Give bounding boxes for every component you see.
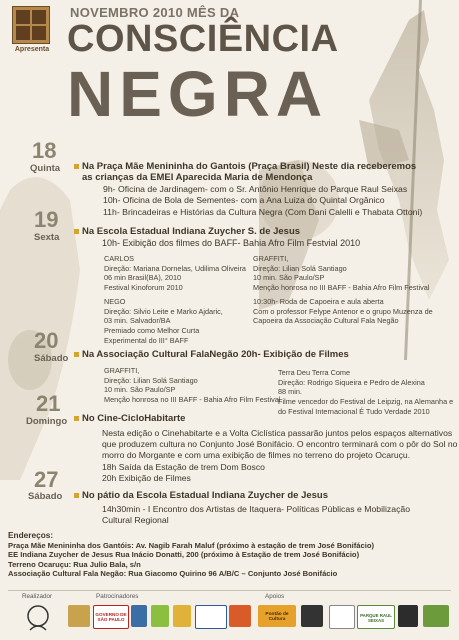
film-line: Premiado como Melhor Curta xyxy=(104,325,200,335)
sponsor-logo-1 xyxy=(68,605,90,627)
day-quinta: Quinta xyxy=(30,163,61,174)
sponsor-logo-5 xyxy=(173,605,191,627)
date-18: 18 xyxy=(32,138,57,163)
film-title: GRAFFITI, xyxy=(253,254,289,263)
address-line: Praça Mãe Menininha dos Gantóis: Av. Nagib Farah Maluf (próximo à estação de trem José Bonifácio) xyxy=(8,540,374,550)
film-line: 88 min. xyxy=(278,387,302,397)
description-line: morro do Morgante e com uma exibição de filmes no terreno do projeto Ocaruçu. xyxy=(102,450,411,461)
event-27-headline xyxy=(74,490,328,501)
event-18-headline-2: as crianças da EMEI Aparecida Maria de Mendonça xyxy=(82,172,313,183)
month-subtitle: NOVEMBRO 2010 MÊS DA xyxy=(70,5,240,20)
sponsor-logo-3 xyxy=(131,605,147,627)
addresses xyxy=(8,530,374,579)
event-27-description xyxy=(102,504,410,527)
event-18-headline xyxy=(74,161,459,172)
event-19-headline-text: Na Escola Estadual Indiana Zuycher S. de Jesus xyxy=(82,226,301,237)
schedule-line: 11h- Brincadeiras e Histórias da Cultura Negra (Com Dani Calelli e Thabata Ottoni) xyxy=(103,206,423,217)
film-line: 03 min. Salvador/BA xyxy=(104,316,171,326)
addresses-title: Endereços: xyxy=(8,530,54,540)
film-line: do Festival Internacional É Tudo Verdade 2010 xyxy=(278,406,430,416)
event-21-headline xyxy=(74,413,185,424)
day-sabado: Sábado xyxy=(34,353,69,364)
date-19: 19 xyxy=(34,207,59,232)
capoeira-line: Com o professor Felype Antenor e o grupo Muzenza de xyxy=(253,306,433,316)
film-line: 10 min. São Paulo/SP xyxy=(104,385,176,395)
sponsor-raul-text: PARQUE RAUL SEIXAS xyxy=(360,613,392,623)
film-line: Direção: Rodrigo Siqueira e Pedro de Alexina xyxy=(278,377,425,387)
sponsor-logo-6 xyxy=(195,605,227,629)
film-title: CARLOS xyxy=(104,254,135,263)
event-21-description xyxy=(102,428,457,484)
event-27-headline-text: No pátio da Escola Estadual Indiana Zuycher de Jesus xyxy=(82,490,329,501)
address-line: Terreno Ocaruçu: Rua Julio Bala, s/n xyxy=(8,559,141,569)
date-27: 27 xyxy=(34,467,59,492)
day-sabado-27: Sábado xyxy=(28,491,63,502)
realizador-label: Realizador xyxy=(22,593,53,600)
capoeira-info xyxy=(253,297,458,326)
film-line: Direção: Lilian Solá Santiago xyxy=(104,375,198,385)
film-line: 10 min. São Paulo/SP xyxy=(253,273,325,283)
event-18-schedule xyxy=(103,184,453,218)
description-line: Nesta edição o Cinehabitarte e a Volta Ciclística passarão juntos pelos espaços alternativos xyxy=(102,428,453,438)
event-19-headline xyxy=(74,226,300,237)
event-20-headline-text: Na Associação Cultural FalaNegão 20h- Exibição de Filmes xyxy=(82,349,349,360)
description-line: que produzem cultura no Conjunto José Bonifácio. O encontro terminará com o pôr do Sol no xyxy=(102,439,458,450)
event-19-sub: 10h- Exibição dos filmes do BAFF- Bahia Afro Film Festvial 2010 xyxy=(102,238,361,248)
capoeira-line: 10:30h- Roda de Capoeira e aula aberta xyxy=(253,297,384,306)
film-card-nego xyxy=(104,297,254,345)
bullet-icon xyxy=(74,416,79,421)
film-line: Experimental do III° BAFF xyxy=(104,335,189,345)
film-line: Festival Kinoforum 2010 xyxy=(104,282,183,292)
realizador-logo xyxy=(18,602,58,636)
sponsor-logo-9 xyxy=(301,605,323,627)
description-line: 18h Saída da Estação de trem Dom Bosco xyxy=(102,461,265,472)
description-line: 14h30min - I Encontro dos Artistas de Itaquera- Políticas Públicas e Mobilização xyxy=(102,504,411,514)
day-sexta: Sexta xyxy=(34,232,60,243)
footer-divider xyxy=(8,590,451,591)
sponsor-logo-12 xyxy=(398,605,418,627)
event-20-headline xyxy=(74,349,349,360)
film-title: NEGO xyxy=(104,297,126,306)
film-line: Direção: Silvio Leite e Marko Ajdaric, xyxy=(104,306,223,316)
bullet-icon xyxy=(74,229,79,234)
film-line: Menção honrosa no III BAFF - Bahia Afro Film Festival xyxy=(104,394,281,404)
day-domingo: Domingo xyxy=(26,416,68,427)
sponsor-logo-10 xyxy=(329,605,355,629)
schedule-line: 10h- Oficina de Bola de Sementes- com a Ana Luiza do Quintal Orgânico xyxy=(103,195,385,206)
sponsor-logo-pontao xyxy=(258,605,296,627)
sponsor-sp-text: GOVERNO DE SÃO PAULO xyxy=(95,612,127,622)
sponsor-pontao-text: Pontão de Cultura xyxy=(265,612,289,622)
description-line: 20h Exibição de Filmes xyxy=(102,472,191,483)
film-line: 06 min Brasil(BA), 2010 xyxy=(104,273,182,283)
sponsor-logo-13 xyxy=(423,605,449,627)
schedule-line: 9h- Oficina de Jardinagem- com o Sr. Antônio Henrique do Parque Raul Seixas xyxy=(103,184,408,194)
patrocinadores-label: Patrocinadores xyxy=(96,593,139,600)
film-card-terra xyxy=(278,368,458,416)
date-21: 21 xyxy=(36,391,61,416)
sponsor-logo-raul xyxy=(357,605,395,629)
address-line: Associação Cultural Fala Negão: Rua Giacomo Quirino 96 A/B/C – Conjunto José Bonifácio xyxy=(8,569,338,579)
date-20: 20 xyxy=(34,328,59,353)
capoeira-line: Capoeira da Associação Cultural Fala Negão xyxy=(253,316,399,326)
film-card-carlos xyxy=(104,254,254,293)
film-card-graffiti-20 xyxy=(104,366,281,405)
event-21-headline-text: No Cine-CicloHabitarte xyxy=(82,413,186,424)
event-18-headline-1: Na Praça Mãe Menininha do Gantois (Praça Brasil) Neste dia receberemos xyxy=(82,161,417,172)
title-line-2: NEGRA xyxy=(67,58,329,130)
film-line: Filme vencedor do Festival de Leipzig, na Alemanha e xyxy=(278,396,454,406)
sponsor-logo-4 xyxy=(151,605,169,627)
bullet-icon xyxy=(74,164,79,169)
bullet-icon xyxy=(74,352,79,357)
address-line: EE Indiana Zuycher de Jesus Rua Inácio Donatti, 200 (próximo à Estação de trem José Bonifácio) xyxy=(8,550,360,560)
film-line: Menção honrosa no III BAFF - Bahia Afro Film Festival xyxy=(253,282,430,292)
sponsor-logo-sp xyxy=(93,605,129,629)
organizer-logo xyxy=(8,6,56,53)
film-title: Terra Deu Terra Come xyxy=(278,368,351,377)
film-title: GRAFFITI, xyxy=(104,366,140,375)
film-line: Direção: Mariana Dornelas, Udilima Oliveira xyxy=(104,263,246,273)
film-card-graffiti xyxy=(253,254,458,293)
apoios-label: Apoios xyxy=(265,593,285,600)
sponsor-logo-7 xyxy=(229,605,251,627)
film-line: Direção: Lilian Solá Santiago xyxy=(253,263,347,273)
bullet-icon xyxy=(74,493,79,498)
logo-caption: Apresenta xyxy=(14,46,50,53)
title-line-1: CONSCIÊNCIA xyxy=(67,18,339,60)
description-line: Cultural Regional xyxy=(102,515,169,526)
logo-grid-icon xyxy=(12,6,50,44)
